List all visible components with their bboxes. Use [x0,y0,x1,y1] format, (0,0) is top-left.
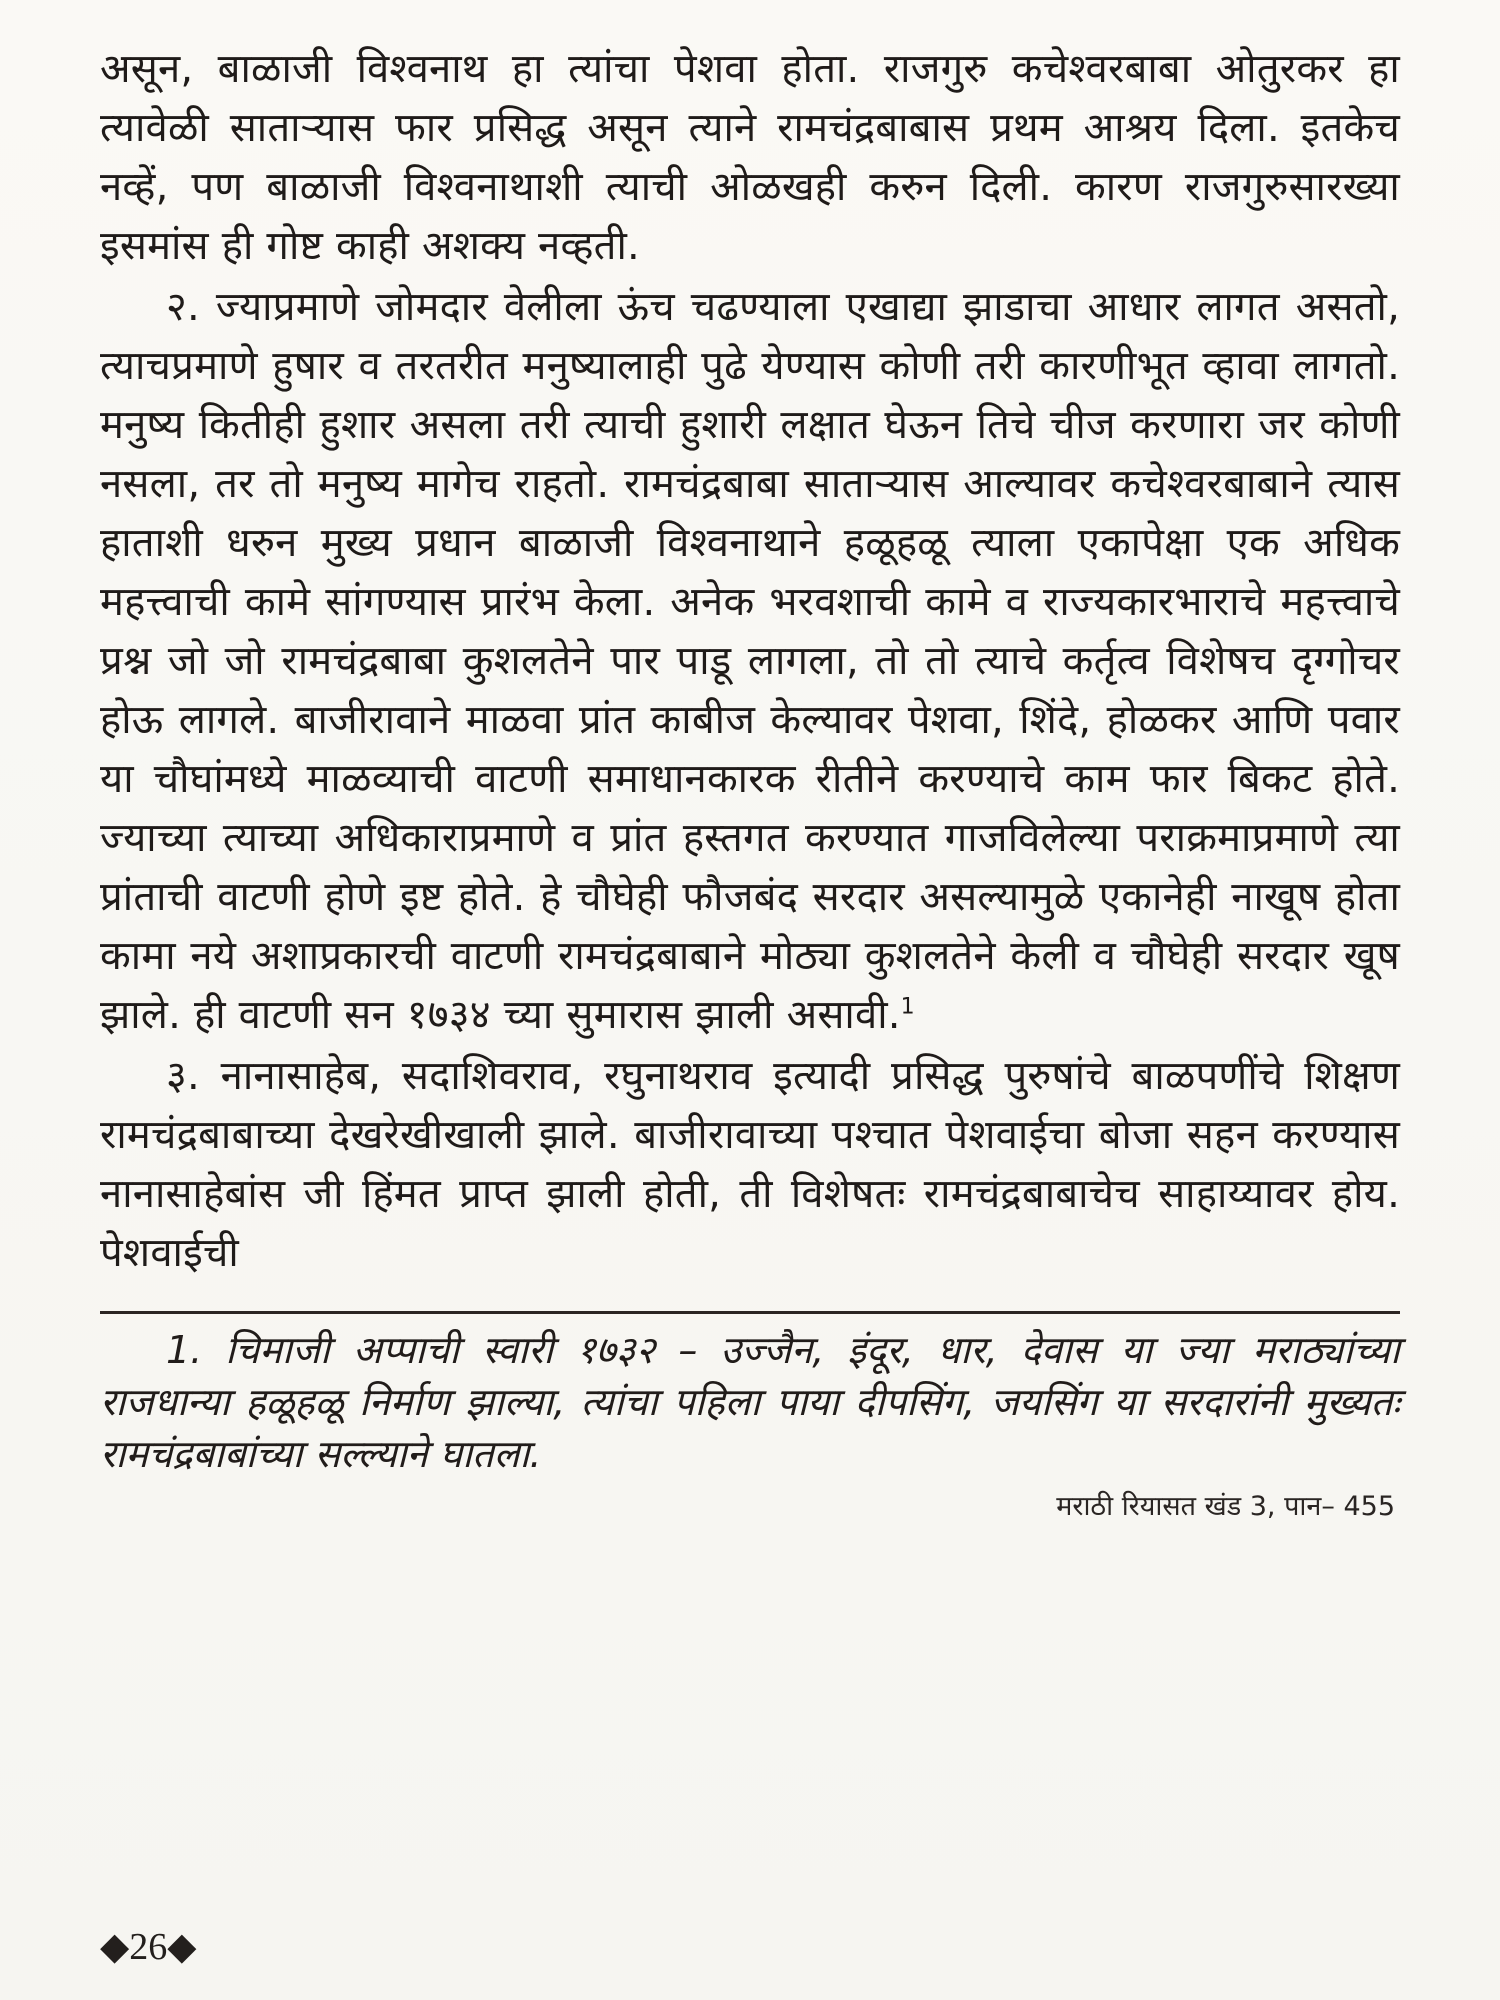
page-number [100,1923,196,1971]
paragraph-text: २. ज्याप्रमाणे जोमदार वेलीला ऊंच चढण्याला एखाद्या झाडाचा आधार लागत असतो, त्याचप्रमाणे हुषार व तरतरीत मनुष्यालाही पुढे येण्यास कोणी तरी कारणीभूत व्हावा लागतो. मनुष्य कितीही हुशार असला तरी त्याची हुशारी लक्षात घेऊन तिचे चीज करणारा जर कोणी नसला, तर तो मनुष्य मागेच राहतो. रामचंद्रबाबा सातार्‍यास आल्यावर कचेश्वरबाबाने त्यास हाताशी धरुन मुख्य प्रधान बाळाजी विश्वनाथाने हळूहळू त्याला एकापेक्षा एक अधिक महत्त्वाची कामे सांगण्यास प्रारंभ केला. अनेक भरवशाची कामे व राज्यकारभाराचे महत्त्वाचे प्रश्न जो जो रामचंद्रबाबा कुशलतेने पार पाडू लागला, तो तो त्याचे कर्तृत्व विशेषच दृग्गोचर होऊ लागले. बाजीरावाने माळवा प्रांत काबीज केल्यावर पेशवा, शिंदे, होळकर आणि पवार या चौघांमध्ये माळव्याची वाटणी समाधानकारक रीतीने करण्याचे काम फार बिकट होते. ज्याच्या त्याच्या अधिकाराप्रमाणे व प्रांत हस्तगत करण्यात गाजविलेल्या पराक्रमाप्रमाणे त्या प्रांताची वाटणी होणे इष्ट होते. हे चौघेही फौजबंद सरदार असल्यामुळे एकानेही नाखूष होता कामा नये अशाप्रकारची वाटणी रामचंद्रबाबाने मोठ्या कुशलतेने केली व चौघेही सरदार खूष झाले. ही वाटणी सन १७३४ च्या सुमारास झाली असावी. [100,284,1400,1038]
diamond-right-icon: ◆ [167,1926,197,1968]
paragraph-2 [100,278,1400,1045]
page-number-value: 26 [129,1926,168,1968]
footnote-text: 1. चिमाजी अप्पाची स्वारी १७३२ – उज्जैन, इंदूर, धार, देवास या ज्या मराठ्यांच्या राजधान्या हळूहळू निर्माण झाल्या, त्यांचा पहिला पाया दीपसिंग, जयसिंग या सरदारांनी मुख्यतः रामचंद्रबाबांच्या सल्ल्याने घातला. [100,1328,1400,1476]
footnote-citation: मराठी रियासत खंड 3, पान– 455 [1056,1491,1395,1522]
paragraph-3 [100,1047,1400,1283]
footnote [100,1324,1400,1480]
footnote-marker: 1 [900,994,915,1020]
paragraph-intro [100,40,1400,276]
paragraph-text: ३. नानासाहेब, सदाशिवराव, रघुनाथराव इत्यादी प्रसिद्ध पुरुषांचे बाळपणींचे शिक्षण रामचंद्रबाबाच्या देखरेखीखाली झाले. बाजीरावाच्या पश्चात पेशवाईचा बोजा सहन करण्यास नानासाहेबांस जी हिंमत प्राप्त झाली होती, ती विशेषतः रामचंद्रबाबाचेच साहाय्यावर होय. पेशवाईची [100,1053,1400,1276]
footnote-divider [100,1311,1400,1314]
main-text [100,40,1400,1283]
paragraph-text: असून, बाळाजी विश्वनाथ हा त्यांचा पेशवा होता. राजगुरु कचेश्वरबाबा ओतुरकर हा त्यावेळी सातार्‍यास फार प्रसिद्ध असून त्याने रामचंद्रबाबास प्रथम आश्रय दिला. इतकेच नव्हें, पण बाळाजी विश्वनाथाशी त्याची ओळखही करुन दिली. कारण राजगुरुसारख्या इसमांस ही गोष्ट काही अशक्य नव्हती. [100,46,1400,269]
diamond-left-icon: ◆ [100,1926,130,1968]
